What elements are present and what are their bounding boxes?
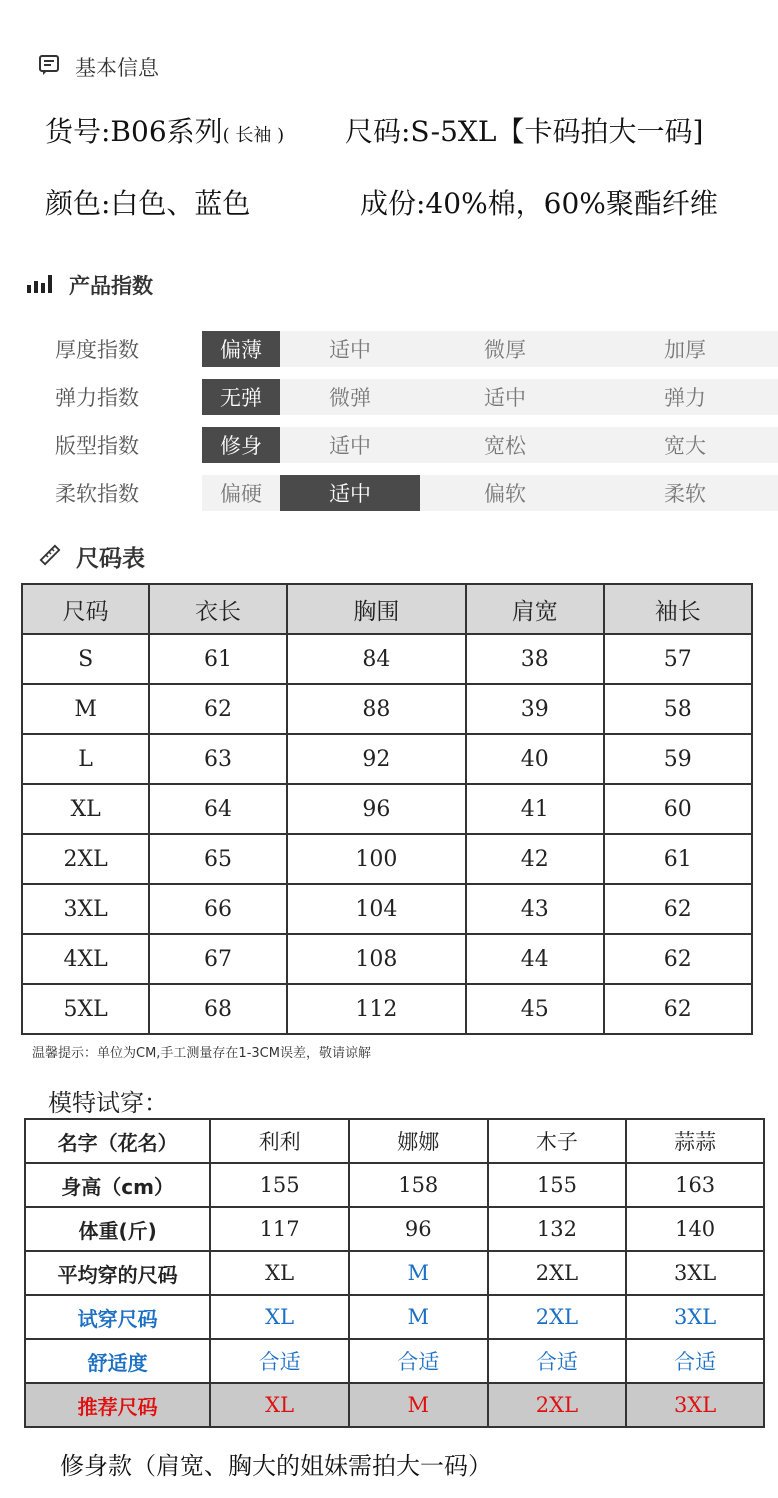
table-row [25,1207,764,1251]
table-row [22,634,752,684]
model-row-label: 身高（cm） [25,1163,210,1207]
model-cell: 96 [349,1207,488,1251]
size-cell: 100 [287,834,466,884]
model-row-label: 名字（花名） [25,1119,210,1163]
index-option: 宽大 [664,434,706,458]
index-row-label: 版型指数 [55,434,139,458]
size-cell: 43 [466,884,604,934]
index-option-selected: 无弹 [202,379,280,415]
ruler-icon [38,543,62,571]
model-cell: 利利 [210,1119,349,1163]
table-row [25,1251,764,1295]
model-cell: 117 [210,1207,349,1251]
index-scale [202,475,778,511]
model-cell: 155 [210,1163,349,1207]
size-cell: 104 [287,884,466,934]
model-cell: 3XL [626,1251,764,1295]
product-index-header [27,270,153,300]
size-cell: 45 [466,984,604,1034]
table-row [22,784,752,834]
color-info: 颜色:白色、蓝色 [45,187,251,220]
index-option-selected: 偏薄 [202,331,280,367]
size-cell: 62 [604,984,752,1034]
model-cell: 3XL [626,1295,764,1339]
index-scale [202,331,778,367]
size-cell: 64 [149,784,287,834]
model-cell: 合适 [349,1339,488,1383]
index-row [45,330,745,368]
index-row [45,474,745,512]
model-cell: 155 [488,1163,627,1207]
sleeve-type: ( 长袖 ) [222,125,285,146]
index-option: 适中 [484,386,526,410]
product-index-title: 产品指数 [69,274,153,298]
model-cell: 3XL [626,1383,764,1427]
model-title: 模特试穿： [48,1089,168,1117]
size-cell: 92 [287,734,466,784]
model-cell: 合适 [626,1339,764,1383]
material-info: 成份:40%棉，60%聚酯纤维 [360,187,718,220]
model-cell: 2XL [488,1383,627,1427]
model-cell: XL [210,1251,349,1295]
model-cell: 合适 [210,1339,349,1383]
index-option: 宽松 [484,434,526,458]
index-row [45,378,745,416]
size-cell: 62 [604,934,752,984]
size-cell: 44 [466,934,604,984]
model-row-label: 平均穿的尺码 [25,1251,210,1295]
model-cell: M [349,1295,488,1339]
table-row [22,884,752,934]
table-row [25,1339,764,1383]
document-icon [37,53,61,81]
index-option: 加厚 [664,338,706,362]
size-cell: 67 [149,934,287,984]
bar-chart-icon [27,273,55,297]
size-cell: L [22,734,149,784]
size-range: 尺码:S-5XL【卡码拍大一码] [345,115,704,148]
size-column-header: 尺码 [22,584,149,634]
size-cell: 60 [604,784,752,834]
index-option: 偏硬 [220,482,262,506]
index-option: 偏软 [484,482,526,506]
size-chart-title: 尺码表 [76,546,145,572]
size-cell: 58 [604,684,752,734]
size-cell: 4XL [22,934,149,984]
model-row-label: 体重(斤) [25,1207,210,1251]
index-option: 适中 [329,338,371,362]
size-cell: 5XL [22,984,149,1034]
table-row [22,984,752,1034]
size-cell: 61 [149,634,287,684]
table-row [25,1383,764,1427]
size-cell: XL [22,784,149,834]
model-cell: XL [210,1295,349,1339]
table-row [25,1295,764,1339]
size-cell: M [22,684,149,734]
table-row [22,934,752,984]
model-cell: 蒜蒜 [626,1119,764,1163]
size-column-header: 衣长 [149,584,287,634]
table-row [25,1119,764,1163]
size-cell: 42 [466,834,604,884]
model-cell: 158 [349,1163,488,1207]
size-cell: 63 [149,734,287,784]
basic-info-title: 基本信息 [75,56,159,80]
size-table [21,583,753,1035]
size-cell: 96 [287,784,466,834]
model-cell: M [349,1251,488,1295]
index-option: 柔软 [664,482,706,506]
index-row [45,426,745,464]
index-row-label: 厚度指数 [55,338,139,362]
size-cell: 2XL [22,834,149,884]
index-scale [202,427,778,463]
size-cell: 62 [604,884,752,934]
model-cell: 2XL [488,1251,627,1295]
size-column-header: 肩宽 [466,584,604,634]
model-cell: M [349,1383,488,1427]
size-cell: 57 [604,634,752,684]
size-cell: 39 [466,684,604,734]
size-column-header: 胸围 [287,584,466,634]
index-option: 弹力 [664,386,706,410]
size-cell: 61 [604,834,752,884]
size-chart-header [38,540,145,573]
model-cell: 163 [626,1163,764,1207]
model-cell: 140 [626,1207,764,1251]
model-row-label: 推荐尺码 [25,1383,210,1427]
index-option: 微弹 [329,386,371,410]
size-cell: 62 [149,684,287,734]
table-row [22,684,752,734]
index-scale [202,379,778,415]
model-cell: 2XL [488,1295,627,1339]
basic-info-header [37,52,159,82]
info-line-1 [45,110,284,150]
size-column-header: 袖长 [604,584,752,634]
size-cell: 84 [287,634,466,684]
model-cell: 木子 [488,1119,627,1163]
size-cell: 40 [466,734,604,784]
table-row [25,1163,764,1207]
item-number: 货号:B06系列 [45,115,223,148]
index-row-label: 柔软指数 [55,482,139,506]
index-option: 微厚 [484,338,526,362]
table-row [22,734,752,784]
size-cell: 38 [466,634,604,684]
model-cell: 合适 [488,1339,627,1383]
model-cell: 娜娜 [349,1119,488,1163]
fit-note: 修身款（肩宽、胸大的姐妹需拍大一码） [60,1452,492,1480]
size-cell: 65 [149,834,287,884]
size-header-row [22,584,752,634]
index-option-selected: 适中 [280,475,420,511]
index-option: 适中 [329,434,371,458]
size-cell: 59 [604,734,752,784]
model-cell: XL [210,1383,349,1427]
model-row-label: 试穿尺码 [25,1295,210,1339]
size-cell: 3XL [22,884,149,934]
size-cell: 68 [149,984,287,1034]
size-cell: 108 [287,934,466,984]
size-cell: S [22,634,149,684]
size-cell: 112 [287,984,466,1034]
size-cell: 41 [466,784,604,834]
model-table [24,1118,765,1428]
model-cell: 132 [488,1207,627,1251]
size-cell: 88 [287,684,466,734]
model-row-label: 舒适度 [25,1339,210,1383]
table-row [22,834,752,884]
measurement-note: 温馨提示：单位为CM,手工测量存在1-3CM误差，敬请谅解 [32,1046,371,1061]
size-cell: 66 [149,884,287,934]
index-option-selected: 修身 [202,427,280,463]
index-row-label: 弹力指数 [55,386,139,410]
